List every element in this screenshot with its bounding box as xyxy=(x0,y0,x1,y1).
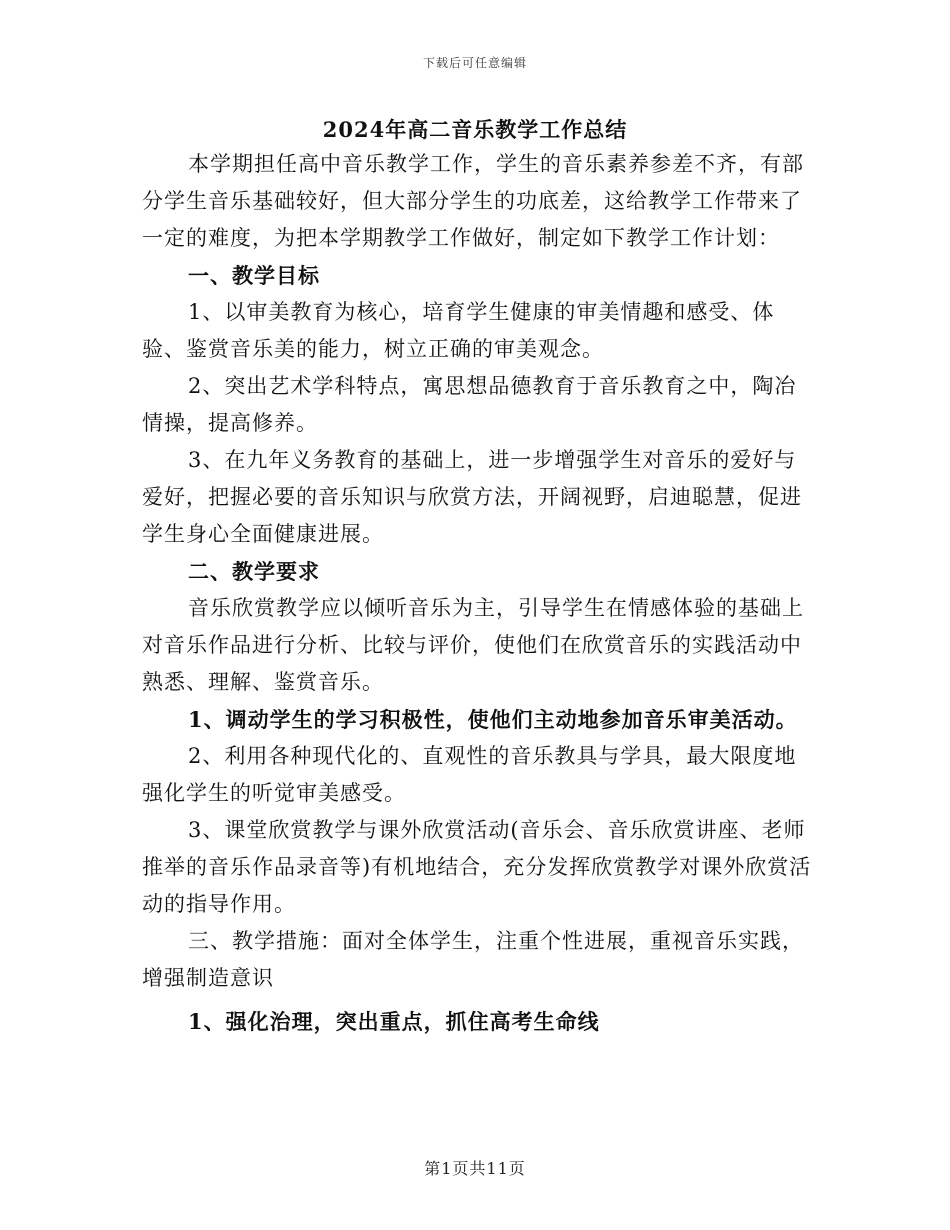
section-1-item-2: 2、突出艺术学科特点，寓思想品德教育于音乐教育之中，陶冶情操，提高修养。 xyxy=(142,374,797,435)
document-title: 2024年高二音乐教学工作总结 xyxy=(322,117,628,142)
section-2-item-2: 2、利用各种现代化的、直观性的音乐教具与学具，最大限度地强化学生的听觉审美感受。 xyxy=(142,744,797,805)
section-3-heading: 三、教学措施：面对全体学生，注重个性进展，重视音乐实践，增强制造意识 xyxy=(142,929,804,990)
page-number: 第1页共11页 xyxy=(424,1159,526,1178)
section-1-item-3: 3、在九年义务教育的基础上，进一步增强学生对音乐的爱好与爱好，把握必要的音乐知识与欣赏方法，开阔视野，启迪聪慧，促进学生身心全面健康进展。 xyxy=(142,448,802,546)
section-1-heading: 一、教学目标 xyxy=(188,263,320,288)
section-1-item-1: 1、以审美教育为核心，培育学生健康的审美情趣和感受、体验、鉴赏音乐美的能力，树立正确的审美观念。 xyxy=(142,300,775,361)
intro-paragraph: 本学期担任高中音乐教学工作，学生的音乐素养参差不齐，有部分学生音乐基础较好，但大部分学生的功底差，这给教学工作带来了一定的难度，为把本学期教学工作做好，制定如下教学工作计划： xyxy=(142,152,804,250)
section-2-heading: 二、教学要求 xyxy=(188,559,320,584)
page-header-note: 下载后可任意编辑 xyxy=(422,56,527,70)
document-body xyxy=(142,146,812,1040)
section-2-intro: 音乐欣赏教学应以倾听音乐为主，引导学生在情感体验的基础上对音乐作品进行分析、比较与评价，使他们在欣赏音乐的实践活动中熟悉、理解、鉴赏音乐。 xyxy=(142,596,804,694)
section-2-item-3: 3、课堂欣赏教学与课外欣赏活动(音乐会、音乐欣赏讲座、老师推举的音乐作品录音等)有机地结合，充分发挥欣赏教学对课外欣赏活动的指导作用。 xyxy=(142,818,812,916)
section-2-item-1: 1、调动学生的学习积极性，使他们主动地参加音乐审美活动。 xyxy=(188,707,798,732)
section-3-item-1: 1、强化治理，突出重点，抓住高考生命线 xyxy=(188,1009,600,1034)
